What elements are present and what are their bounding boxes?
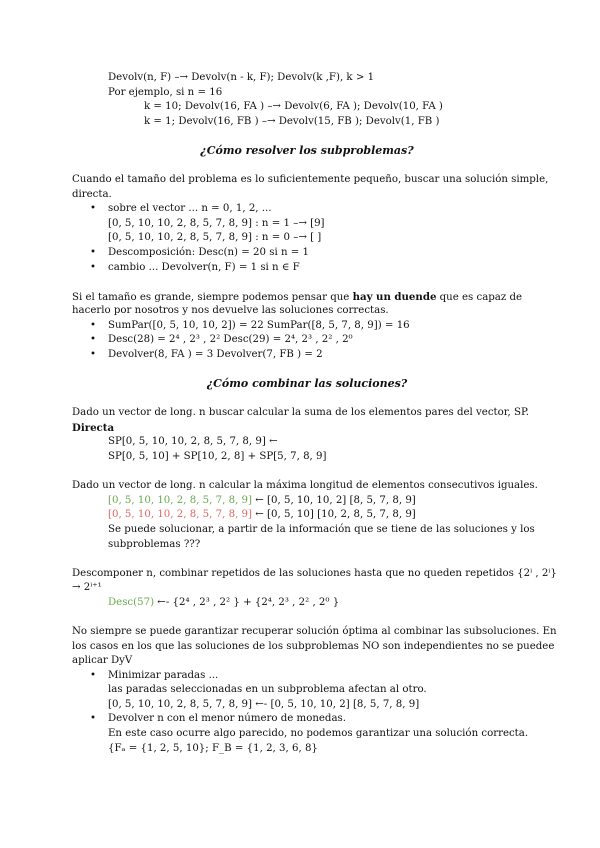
text-line: [0, 5, 10, 10, 2, 8, 5, 7, 8, 9] : n = 0 –→ [ ] xyxy=(108,232,322,244)
bold-text: hay un duende xyxy=(352,290,437,303)
text-line: las paradas seleccionadas en un subproblema afectan al otro. xyxy=(108,684,427,696)
text-line: → 2ⁱ⁺¹ xyxy=(72,582,102,594)
text-line xyxy=(72,596,542,611)
text-line: No siempre se puede garantizar recuperar solución óptima al combinar las subsoluciones. En xyxy=(72,625,557,637)
text-line: Dado un vector de long. n buscar calcular la suma de los elementos pares del vector, SP. xyxy=(72,407,529,419)
bullet-item: • SumPar([0, 5, 10, 10, 2]) = 22 SumPar([8, 5, 7, 8, 9]) = 16 xyxy=(72,319,542,334)
text-line: directa. xyxy=(72,188,112,200)
green-text: [0, 5, 10, 10, 2, 8, 5, 7, 8, 9] xyxy=(108,494,253,506)
section-heading: ¿Cómo resolver los subproblemas? xyxy=(200,143,414,157)
document-content xyxy=(72,71,557,756)
text: que es capaz de xyxy=(436,291,523,303)
text-line xyxy=(72,508,542,523)
text: Si el tamaño es grande, siempre podemos pensar que xyxy=(72,291,353,303)
text-line: hacerlo por nosotros y nos devuelve las soluciones correctas. xyxy=(72,305,389,317)
text-line: los casos en los que las soluciones de los subproblemas NO son independientes no se puedee xyxy=(72,640,555,652)
text-line: Cuando el tamaño del problema es lo suficientemente pequeño, buscar una solución simple, xyxy=(72,174,549,186)
bullet-item: • Minimizar paradas ... xyxy=(72,669,542,684)
bullet-item: • cambio ... Devolver(n, F) = 1 si n ∈ F xyxy=(72,261,542,276)
red-text: [0, 5, 10, 10, 2, 8, 5, 7, 8, 9] xyxy=(108,509,253,521)
text-line xyxy=(72,494,542,509)
section-heading: ¿Cómo combinar las soluciones? xyxy=(206,377,408,391)
bullet-item: • Devolver n con el menor número de monedas. xyxy=(72,712,542,727)
bullet-item: • Desc(28) = 2⁴ , 2³ , 2² Desc(29) = 2⁴, 2³ , 2² , 2⁰ xyxy=(72,333,542,348)
text-line: [0, 5, 10, 10, 2, 8, 5, 7, 8, 9] : n = 1 –→ [9] xyxy=(108,217,325,229)
text-line xyxy=(72,290,542,305)
text-line: Por ejemplo, si n = 16 xyxy=(108,86,223,98)
text: ← [0, 5, 10] [10, 2, 8, 5, 7, 8, 9] xyxy=(252,509,416,521)
green-text: Desc(57) xyxy=(108,596,155,608)
bullet-item: • sobre el vector ... n = 0, 1, 2, ... xyxy=(72,202,542,217)
text-line: Se puede solucionar, a partir de la información que se tiene de las soluciones y los xyxy=(108,523,535,535)
subheading: Directa xyxy=(72,421,115,434)
text-line: Dado un vector de long. n calcular la máxima longitud de elementos consecutivos iguales. xyxy=(72,480,538,492)
text-line: {Fₐ = {1, 2, 5, 10}; F_B = {1, 2, 3, 6, 8} xyxy=(108,742,318,754)
bullet-item: • Devolver(8, FA ) = 3 Devolver(7, FB ) = 2 xyxy=(72,348,542,363)
text-line: Devolv(n, F) –→ Devolv(n - k, F); Devolv(k ,F), k > 1 xyxy=(108,72,375,83)
text-line: aplicar DyV xyxy=(72,655,133,667)
text-line: Descomponer n, combinar repetidos de las soluciones hasta que no queden repetidos {2ⁱ , 2ⁱ} xyxy=(72,567,557,579)
bullet-item: • Descomposición: Desc(n) = 20 si n = 1 xyxy=(72,246,542,261)
text-line: subproblemas ??? xyxy=(108,538,201,550)
text-line: SP[0, 5, 10, 10, 2, 8, 5, 7, 8, 9] ← xyxy=(108,436,278,448)
text-line: En este caso ocurre algo parecido, no podemos garantizar una solución correcta. xyxy=(108,728,529,740)
text: ← [0, 5, 10, 10, 2] [8, 5, 7, 8, 9] xyxy=(252,494,416,506)
text-line: k = 10; Devolv(16, FA ) –→ Devolv(6, FA ); Devolv(10, FA ) xyxy=(144,101,443,113)
text-line: SP[0, 5, 10] + SP[10, 2, 8] + SP[5, 7, 8, 9] xyxy=(108,451,327,463)
text-line: k = 1; Devolv(16, FB ) –→ Devolv(15, FB ); Devolv(1, FB ) xyxy=(144,115,440,127)
text: ←- {2⁴ , 2³ , 2² } + {2⁴, 2³ , 2² , 2⁰ } xyxy=(154,596,340,608)
text-line: [0, 5, 10, 10, 2, 8, 5, 7, 8, 9] ←- [0, 5, 10, 10, 2] [8, 5, 7, 8, 9] xyxy=(108,698,420,710)
